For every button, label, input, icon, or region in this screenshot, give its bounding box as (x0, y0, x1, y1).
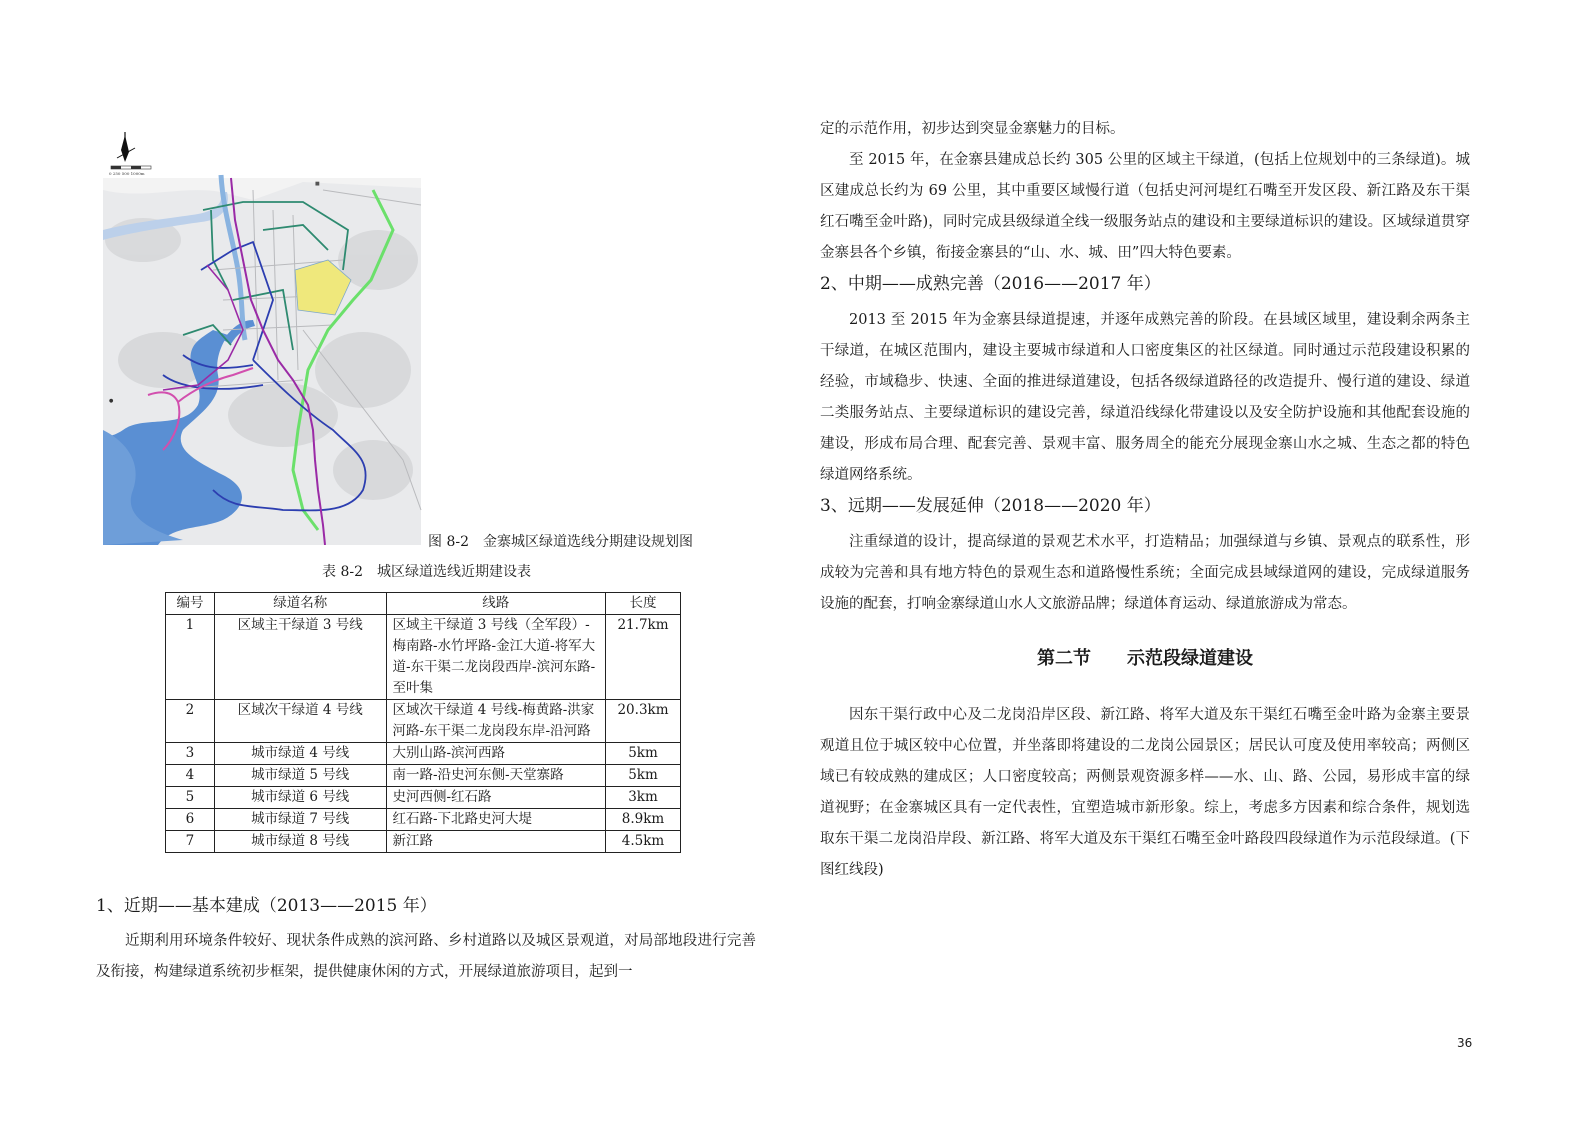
row-length: 20.3km (606, 700, 681, 743)
table-row (166, 787, 681, 809)
row-route: 新江路 (386, 831, 606, 853)
header-name: 绿道名称 (214, 593, 386, 615)
table-row (166, 615, 681, 700)
row-name: 城市绿道 4 号线 (214, 743, 386, 765)
row-length: 4.5km (606, 831, 681, 853)
row-no: 2 (166, 700, 215, 743)
header-no: 编号 (166, 593, 215, 615)
table-row (166, 765, 681, 787)
row-name: 区域主干绿道 3 号线 (214, 615, 386, 700)
row-name: 区域次干绿道 4 号线 (214, 700, 386, 743)
row-route: 区域次干绿道 4 号线-梅黄路-洪家河路-东干渠二龙岗段东岸-沿河路 (386, 700, 606, 743)
paragraph-near-term: 近期利用环境条件较好、现状条件成熟的滨河路、乡村道路以及城区景观道，对局部地段进行完善及衔接，构建绿道系统初步框架，提供健康休闲的方式，开展绿道旅游项目，起到一 (96, 933, 756, 980)
svg-text:■: ■ (315, 181, 320, 187)
svg-text:●: ● (109, 398, 114, 404)
paragraph-continued: 定的示范作用，初步达到突显金寨魅力的目标。 (820, 121, 1125, 137)
heading-near-term: 1、近期——基本建成（2013——2015 年） (96, 896, 437, 916)
table-header-row (166, 593, 681, 615)
paragraph-mid-term: 2013 至 2015 年为金寨县绿道提速，并逐年成熟完善的阶段。在县域区域里，建设剩余两条主干绿道，在城区范围内，建设主要城市绿道和人口密度集区的社区绿道。同时通过示范段建设积累的经验，市域稳步、快速、全面的推进绿道建设，包括各级绿道路径的改造提升、慢行道的建设、绿道二类服务站点、主要绿道标识的建设完善，绿道沿线绿化带建设以及安全防护设施和其他配套设施的建设，形成布局合理、配套完善、景观丰富、服务周全的能充分展现金寨山水之城、生态之都的特色绿道网络系统。 (820, 312, 1470, 483)
row-name: 城市绿道 7 号线 (214, 809, 386, 831)
row-length: 8.9km (606, 809, 681, 831)
scale-text: 0 250 500 1000m (109, 171, 145, 176)
north-arrow-icon (117, 132, 135, 162)
row-route: 南一路-沿史河东侧-天堂寨路 (386, 765, 606, 787)
left-text-block (96, 891, 756, 988)
row-route: 史河西侧-红石路 (386, 787, 606, 809)
table-row (166, 831, 681, 853)
row-no: 3 (166, 743, 215, 765)
row-name: 城市绿道 8 号线 (214, 831, 386, 853)
row-no: 4 (166, 765, 215, 787)
row-route: 区域主干绿道 3 号线（全军段）-梅南路-水竹坪路-金江大道-将军大道-东干渠二龙岗段西岸-滨河东路-至叶集 (386, 615, 606, 700)
table-caption: 表 8-2 城区绿道选线近期建设表 (322, 564, 531, 580)
table-row (166, 809, 681, 831)
right-text-block (820, 114, 1470, 886)
row-route: 大别山路-滨河西路 (386, 743, 606, 765)
page-number: 36 (1457, 1036, 1473, 1050)
paragraph-long-term: 注重绿道的设计，提高绿道的景观艺术水平，打造精品；加强绿道与乡镇、景观点的联系性，形成较为完善和具有地方特色的景观生态和道路慢性系统；全面完成县域绿道网的建设，完成绿道服务设施的配套，打响金寨绿道山水人文旅游品牌；绿道体育运动、绿道旅游成为常态。 (820, 534, 1470, 612)
heading-long-term: 3、远期——发展延伸（2018——2020 年） (820, 496, 1161, 516)
table-row (166, 743, 681, 765)
header-length: 长度 (606, 593, 681, 615)
paragraph-demo-section: 因东干渠行政中心及二龙岗沿岸区段、新江路、将军大道及东干渠红石嘴至金叶路为金寨主要景观道且位于城区较中心位置，并坐落即将建设的二龙岗公园景区；居民认可度及使用率较高；两侧区域已有较成熟的建成区；人口密度较高；两侧景观资源多样——水、山、路、公园，易形成丰富的绿道视野；在金寨城区具有一定代表性，宜塑造城市新形象。综上，考虑多方因素和综合条件，规划选取东干渠二龙岗沿岸段、新江路、将军大道及东干渠红石嘴至金叶路段四段绿道作为示范段绿道。(下图红线段) (820, 707, 1470, 878)
header-route: 线路 (386, 593, 606, 615)
row-length: 21.7km (606, 615, 681, 700)
row-route: 红石路-下北路史河大堤 (386, 809, 606, 831)
figure-caption: 图 8-2 金寨城区绿道选线分期建设规划图 (428, 534, 693, 550)
row-length: 5km (606, 765, 681, 787)
row-no: 5 (166, 787, 215, 809)
scale-bar (109, 166, 151, 176)
table-row (166, 700, 681, 743)
row-no: 1 (166, 615, 215, 700)
row-length: 3km (606, 787, 681, 809)
paragraph-2015: 至 2015 年，在金寨县建成总长约 305 公里的区域主干绿道，(包括上位规划中的三条绿道)。城区建成总长约为 69 公里，其中重要区域慢行道（包括史河河堤红石嘴至开发区段、新江路及东干渠红石嘴至金叶路)，同时完成县级绿道全线一级服务站点的建设和主要绿道标识的建设。区域绿道贯穿金寨县各个乡镇，衔接金寨县的“山、水、城、田”四大特色要素。 (820, 152, 1470, 261)
planning-map (103, 130, 423, 545)
planning-map-svg (103, 130, 423, 545)
heading-mid-term: 2、中期——成熟完善（2016——2017 年） (820, 274, 1161, 294)
row-length: 5km (606, 743, 681, 765)
row-name: 城市绿道 6 号线 (214, 787, 386, 809)
section-title: 第二节 示范段绿道建设 (1037, 648, 1253, 669)
row-name: 城市绿道 5 号线 (214, 765, 386, 787)
greenway-table (165, 592, 681, 853)
row-no: 7 (166, 831, 215, 853)
row-no: 6 (166, 809, 215, 831)
